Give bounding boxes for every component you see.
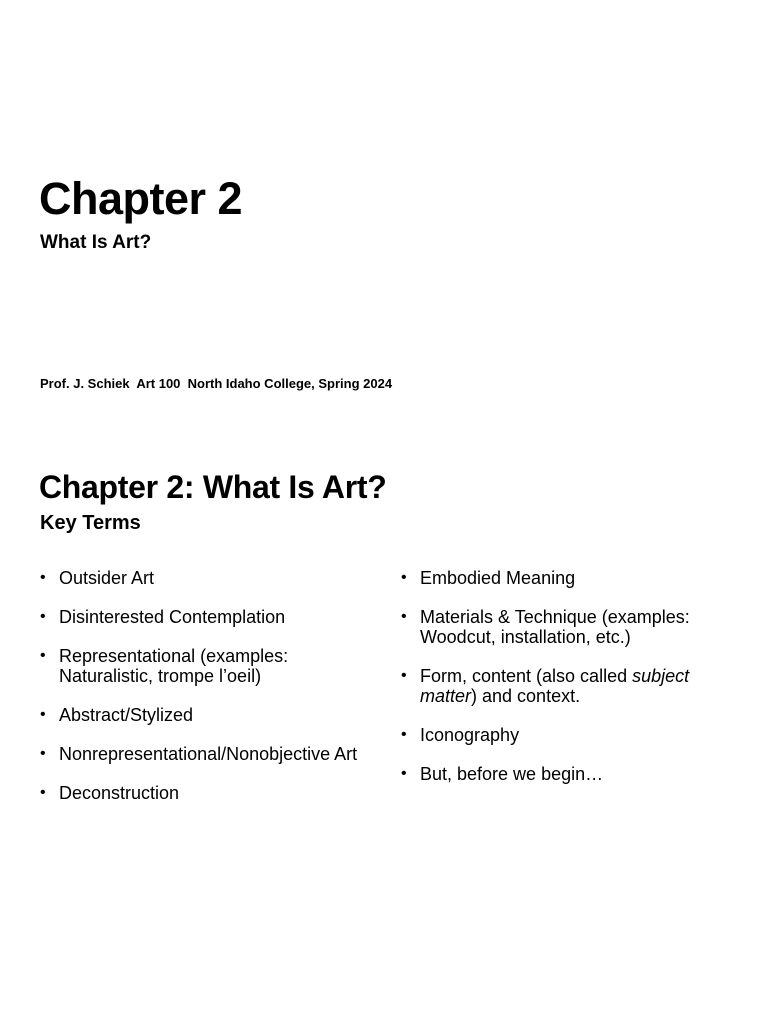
list-item (40, 783, 370, 803)
term-text: Materials & Technique (examples: Woodcut, installation, etc.) (420, 607, 690, 647)
chapter-subtitle: What Is Art? (40, 232, 152, 253)
term-emphasis: subject matter (420, 666, 690, 706)
list-item (40, 705, 370, 725)
list-item (401, 568, 731, 588)
list-item (401, 764, 731, 784)
term-text: Embodied Meaning (420, 568, 576, 588)
list-item (40, 744, 370, 764)
bullet-icon: • (40, 745, 46, 762)
term-text: Nonrepresentational/Nonobjective Art (59, 744, 358, 764)
term-text: Deconstruction (59, 783, 180, 803)
key-terms-title: Chapter 2: What Is Art? (39, 469, 387, 505)
term-text: Outsider Art (59, 568, 155, 588)
term-text: Representational (examples: Naturalistic, trompe l’oeil) (59, 646, 289, 686)
term-text: Disinterested Contemplation (59, 607, 286, 627)
term-text: But, before we begin… (420, 764, 604, 784)
term-text-part: ) and context. (471, 686, 581, 706)
bullet-icon: • (40, 569, 46, 586)
bullet-icon: • (401, 726, 407, 743)
bullet-icon: • (401, 667, 407, 684)
list-item (40, 607, 370, 627)
term-text: Abstract/Stylized (59, 705, 194, 725)
chapter-title: Chapter 2 (39, 173, 243, 224)
list-item (40, 646, 370, 686)
bullet-icon: • (40, 608, 46, 625)
key-terms-list-right (401, 568, 731, 803)
course-credit: Prof. J. Schiek Art 100 North Idaho College, Spring 2024 (40, 376, 393, 391)
list-item (401, 666, 731, 706)
term-text: Iconography (420, 725, 520, 745)
key-terms-subtitle: Key Terms (40, 512, 141, 534)
bullet-icon: • (401, 569, 407, 586)
list-item (401, 725, 731, 745)
bullet-icon: • (401, 765, 407, 782)
key-terms-list-left (40, 568, 370, 822)
term-text (420, 666, 689, 706)
bullet-icon: • (40, 706, 46, 723)
bullet-icon: • (401, 608, 407, 625)
bullet-icon: • (40, 784, 46, 801)
bullet-icon: • (40, 647, 46, 664)
list-item (40, 568, 370, 588)
term-text-part: Form, content (also called (420, 666, 633, 686)
list-item (401, 607, 731, 647)
